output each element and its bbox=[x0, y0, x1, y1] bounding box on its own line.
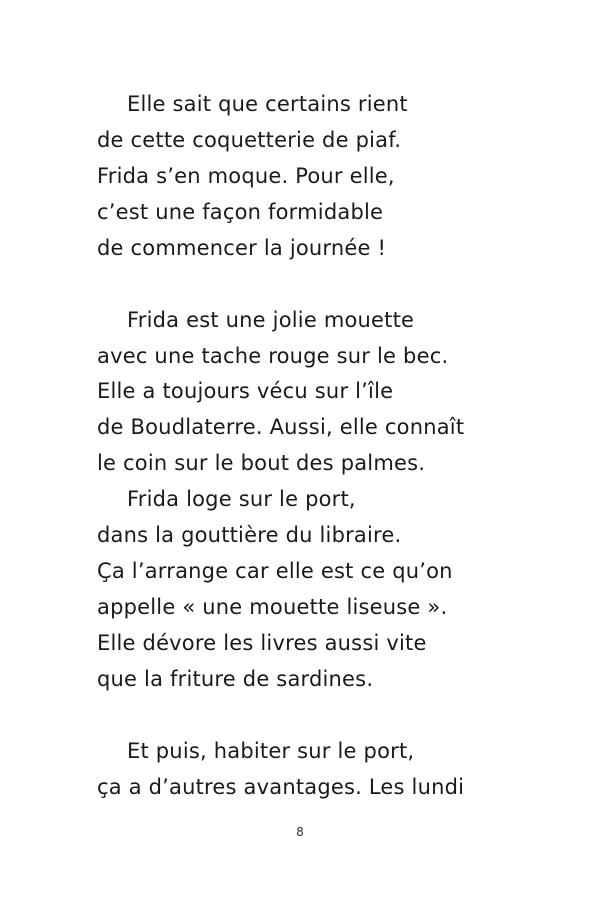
paragraph-3-line-3: Ça l’arrange car elle est ce qu’on bbox=[97, 559, 453, 583]
paragraph-3-line-4: appelle « une mouette liseuse ». bbox=[97, 595, 448, 619]
paragraph-3-line-2: dans la gouttière du libraire. bbox=[97, 523, 402, 547]
paragraph-2-line-1: Frida est une jolie mouette bbox=[127, 308, 415, 332]
paragraph-1-line-1: Elle sait que certains rient bbox=[127, 92, 408, 116]
paragraph-2-line-5: le coin sur le bout des palmes. bbox=[97, 451, 426, 475]
paragraph-3-line-5: Elle dévore les livres aussi vite bbox=[97, 631, 427, 655]
paragraph-3-line-6: que la friture de sardines. bbox=[97, 667, 374, 691]
paragraph-2-line-4: de Boudlaterre. Aussi, elle connaît bbox=[97, 415, 465, 439]
paragraph-1-line-4: c’est une façon formidable bbox=[97, 200, 384, 224]
page-number: 8 bbox=[296, 825, 304, 839]
paragraph-1-line-3: Frida s’en moque. Pour elle, bbox=[97, 164, 395, 188]
paragraph-2-line-2: avec une tache rouge sur le bec. bbox=[97, 344, 449, 368]
paragraph-4-line-2: ça a d’autres avantages. Les lundi bbox=[97, 775, 465, 799]
paragraph-1-line-5: de commencer la journée ! bbox=[97, 236, 387, 260]
paragraph-4-line-1: Et puis, habiter sur le port, bbox=[127, 739, 415, 763]
paragraph-1-line-2: de cette coquetterie de piaf. bbox=[97, 128, 402, 152]
paragraph-3-line-1: Frida loge sur le port, bbox=[127, 487, 356, 511]
paragraph-2-line-3: Elle a toujours vécu sur l’île bbox=[97, 379, 394, 403]
